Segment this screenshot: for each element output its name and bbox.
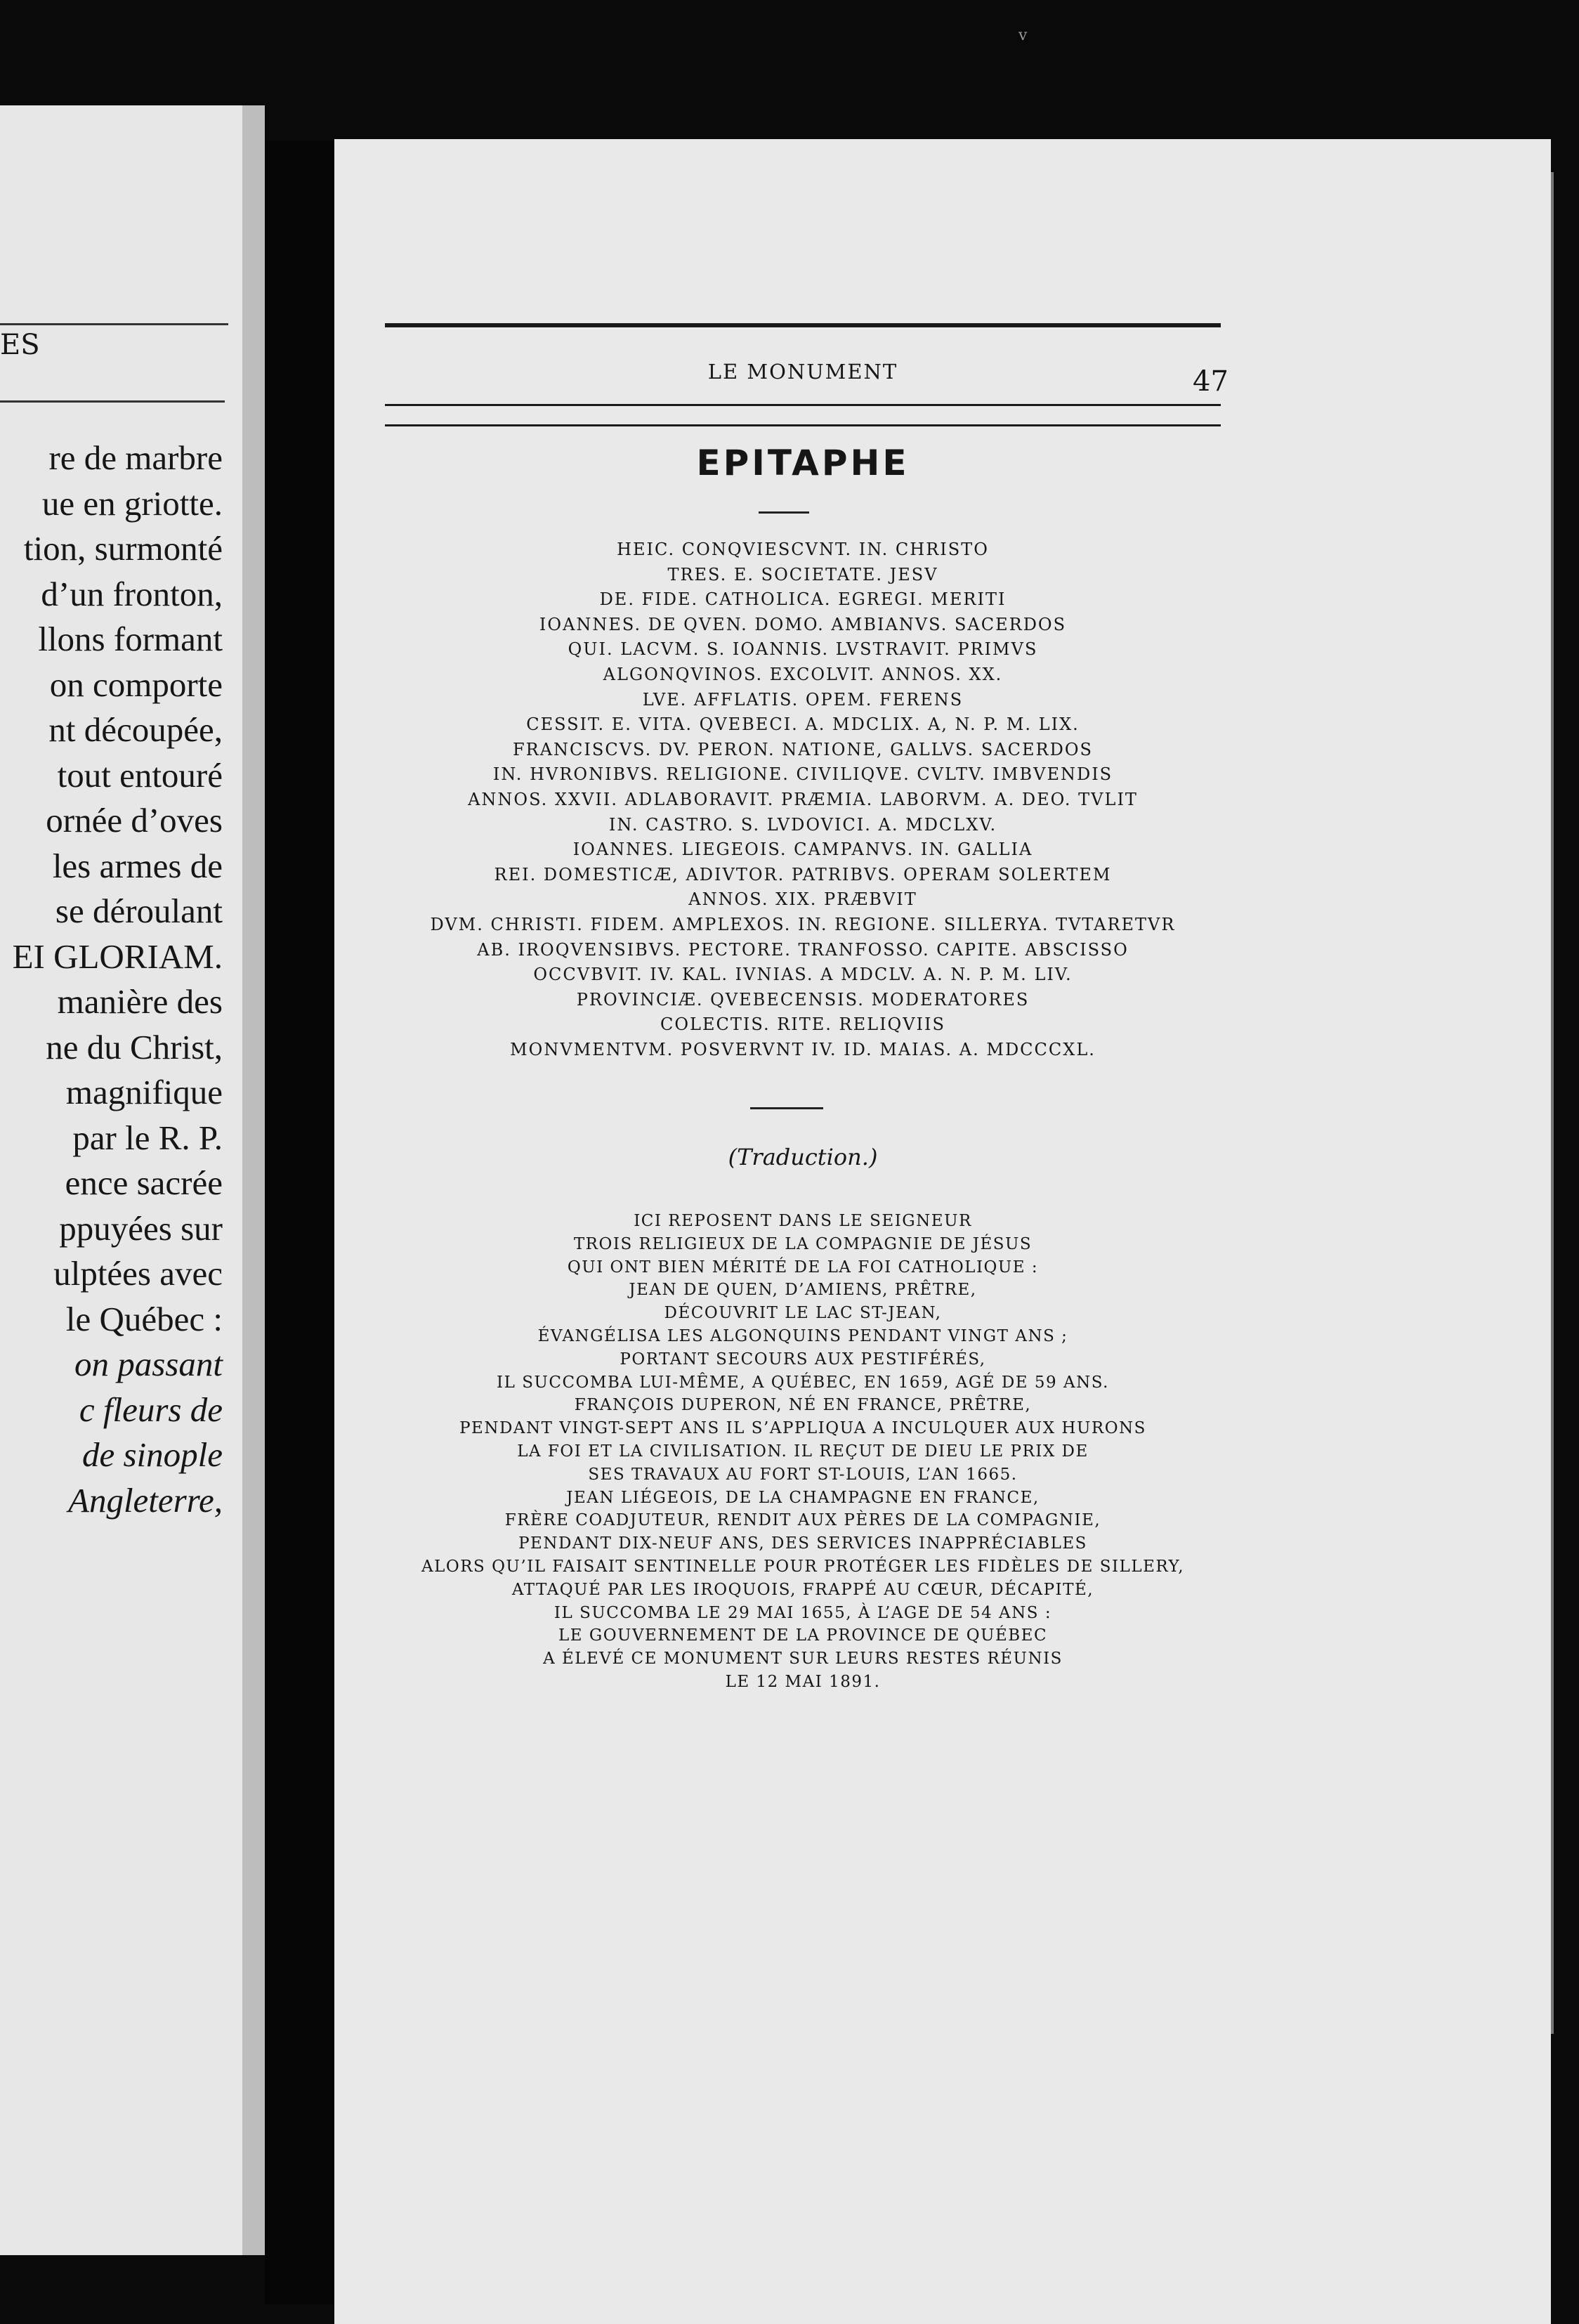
page-edge <box>1551 172 1554 2034</box>
left-text-line: ornée d’oves <box>46 801 223 840</box>
left-text-line: ulptées avec <box>53 1254 223 1293</box>
latin-line: DE. FIDE. CATHOLICA. EGREGI. MERITI <box>599 589 1007 610</box>
left-text-line: tout entouré <box>57 755 223 795</box>
french-line: QUI ONT BIEN MÉRITÉ DE LA FOI CATHOLIQUE : <box>567 1258 1039 1277</box>
header-rule-top <box>385 323 1221 327</box>
french-line: A ÉLEVÉ CE MONUMENT SUR LEURS RESTES RÉUNIS <box>543 1650 1063 1669</box>
left-text-line: Angleterre, <box>68 1480 223 1520</box>
latin-line: AB. IROQVENSIBVS. PECTORE. TRANFOSSO. CAPITE. ABSCISSO <box>477 939 1129 960</box>
french-line: ÉVANGÉLISA LES ALGONQUINS PENDANT VINGT ANS ; <box>537 1326 1068 1345</box>
latin-line: MONVMENTVM. POSVERVNT IV. ID. MAIAS. A. MDCCCXL. <box>510 1039 1096 1059</box>
french-line: IL SUCCOMBA LUI-MÊME, A QUÉBEC, EN 1659, AGÉ DE 59 ANS. <box>497 1373 1109 1392</box>
left-page <box>0 105 242 2255</box>
left-text-line: par le R. P. <box>72 1118 223 1157</box>
epitaph-title: EPITAPHE <box>696 443 910 483</box>
latin-line: REI. DOMESTICÆ, ADIVTOR. PATRIBVS. OPERAM SOLERTEM <box>494 864 1112 884</box>
page-number: 47 <box>1193 365 1229 398</box>
gutter <box>242 105 265 2255</box>
french-line: FRANÇOIS DUPERON, NÉ EN FRANCE, PRÊTRE, <box>574 1396 1032 1415</box>
latin-line: IOANNES. DE QVEN. DOMO. AMBIANVS. SACERDOS <box>539 614 1067 634</box>
left-text-line: ne du Christ, <box>46 1027 223 1066</box>
left-text-line: llons formant <box>38 620 223 658</box>
left-text-line: c fleurs de <box>79 1390 223 1429</box>
title-divider <box>759 511 809 514</box>
book-spine <box>265 141 335 2304</box>
latin-line: IN. CASTRO. S. LVDOVICI. A. MDCLXV. <box>608 814 997 835</box>
french-line: ATTAQUÉ PAR LES IROQUOIS, FRAPPÉ AU CŒUR, DÉCAPITÉ, <box>511 1580 1094 1599</box>
latin-line: TRES. E. SOCIETATE. JESV <box>667 564 938 585</box>
running-head: LE MONUMENT <box>707 360 898 384</box>
left-text-line: de sinople <box>81 1435 223 1474</box>
left-text-line: magnifique <box>65 1073 223 1111</box>
latin-line: LVE. AFFLATIS. OPEM. FERENS <box>642 689 964 710</box>
left-text-line: le Québec : <box>65 1299 223 1338</box>
french-line: IL SUCCOMBA LE 29 MAI 1655, À L’AGE DE 54 ANS : <box>553 1603 1052 1622</box>
latin-line: OCCVBVIT. IV. KAL. IVNIAS. A MDCLV. A. N. P. M. LIV. <box>533 965 1073 985</box>
left-text-line: tion, surmonté <box>23 529 223 568</box>
french-line: LE 12 MAI 1891. <box>725 1672 881 1691</box>
french-line: ALORS QU’IL FAISAIT SENTINELLE POUR PROTÉGER LES FIDÈLES DE SILLERY, <box>421 1557 1185 1576</box>
latin-line: ANNOS. XIX. PRÆBVIT <box>688 889 917 910</box>
left-running-head: ES <box>0 329 40 361</box>
scan-mark: v <box>1018 27 1028 44</box>
left-text-line: ppuyées sur <box>59 1208 223 1248</box>
latin-line: IOANNES. LIEGEOIS. CAMPANVS. IN. GALLIA <box>572 840 1033 860</box>
left-text-line: re de marbre <box>48 438 223 477</box>
french-line: FRÈRE COADJUTEUR, RENDIT AUX PÈRES DE LA COMPAGNIE, <box>504 1511 1101 1530</box>
french-line: DÉCOUVRIT LE LAC ST-JEAN, <box>664 1304 942 1323</box>
latin-line: DVM. CHRISTI. FIDEM. AMPLEXOS. IN. REGIONE. SILLERYA. TVTARETVR <box>430 914 1176 934</box>
french-line: JEAN DE QUEN, D’AMIENS, PRÊTRE, <box>629 1281 977 1300</box>
french-line: PENDANT DIX-NEUF ANS, DES SERVICES INAPPRÉCIABLES <box>518 1534 1087 1553</box>
latin-line: ANNOS. XXVII. ADLABORAVIT. PRÆMIA. LABORVM. A. DEO. TVLIT <box>468 789 1138 809</box>
french-translation <box>385 1210 1221 1694</box>
french-line: LA FOI ET LA CIVILISATION. IL REÇUT DE DIEU LE PRIX DE <box>517 1442 1089 1461</box>
left-text-line: d’un fronton, <box>41 574 223 613</box>
left-header-rule-top <box>0 323 228 325</box>
french-line: SES TRAVAUX AU FORT ST-LOUIS, L’AN 1665. <box>588 1465 1018 1484</box>
latin-line: PROVINCIÆ. QVEBECENSIS. MODERATORES <box>576 989 1030 1010</box>
header-rule-bottom <box>385 404 1221 406</box>
latin-line: IN. HVRONIBVS. RELIGIONE. CIVILIQVE. CVLTV. IMBVENDIS <box>492 764 1113 785</box>
latin-epitaph <box>385 537 1221 1062</box>
left-text-line: manière des <box>57 982 223 1021</box>
left-text-line: ence sacrée <box>65 1163 223 1202</box>
french-line: LE GOUVERNEMENT DE LA PROVINCE DE QUÉBEC <box>558 1626 1048 1645</box>
left-text-line: on comporte <box>49 665 223 704</box>
latin-line: COLECTIS. RITE. RELIQVIIS <box>660 1014 945 1035</box>
french-line: ICI REPOSENT DANS LE SEIGNEUR <box>634 1212 972 1230</box>
left-page-text <box>13 436 223 1523</box>
left-text-line: nt découpée, <box>48 710 223 749</box>
latin-line: CESSIT. E. VITA. QVEBECI. A. MDCLIX. A, N. P. M. LIX. <box>526 714 1080 735</box>
latin-line: HEIC. CONQVIESCVNT. IN. CHRISTO <box>617 540 989 559</box>
header-rule-double <box>385 424 1221 426</box>
left-text-line: on passant <box>74 1345 223 1383</box>
french-line: PENDANT VINGT-SEPT ANS IL S’APPLIQUA A INCULQUER AUX HURONS <box>459 1419 1146 1438</box>
left-text-line: ue en griotte. <box>41 483 223 523</box>
french-line: TROIS RELIGIEUX DE LA COMPAGNIE DE JÉSUS <box>573 1234 1033 1253</box>
latin-line: QUI. LACVM. S. IOANNIS. LVSTRAVIT. PRIMVS <box>568 639 1038 660</box>
section-divider <box>750 1107 823 1109</box>
french-line: PORTANT SECOURS AUX PESTIFÉRÉS, <box>620 1350 986 1369</box>
latin-line: ALGONQVINOS. EXCOLVIT. ANNOS. XX. <box>603 664 1003 684</box>
left-text-line: se déroulant <box>55 892 223 930</box>
left-text-line: les armes de <box>52 846 223 885</box>
left-header-rule-bottom <box>0 400 225 403</box>
french-line: JEAN LIÉGEOIS, DE LA CHAMPAGNE EN FRANCE, <box>566 1488 1040 1507</box>
translation-heading: (Traduction.) <box>728 1144 878 1170</box>
latin-line: FRANCISCVS. DV. PERON. NATIONE, GALLVS. SACERDOS <box>513 739 1093 759</box>
left-text-line: EI GLORIAM. <box>12 936 223 976</box>
